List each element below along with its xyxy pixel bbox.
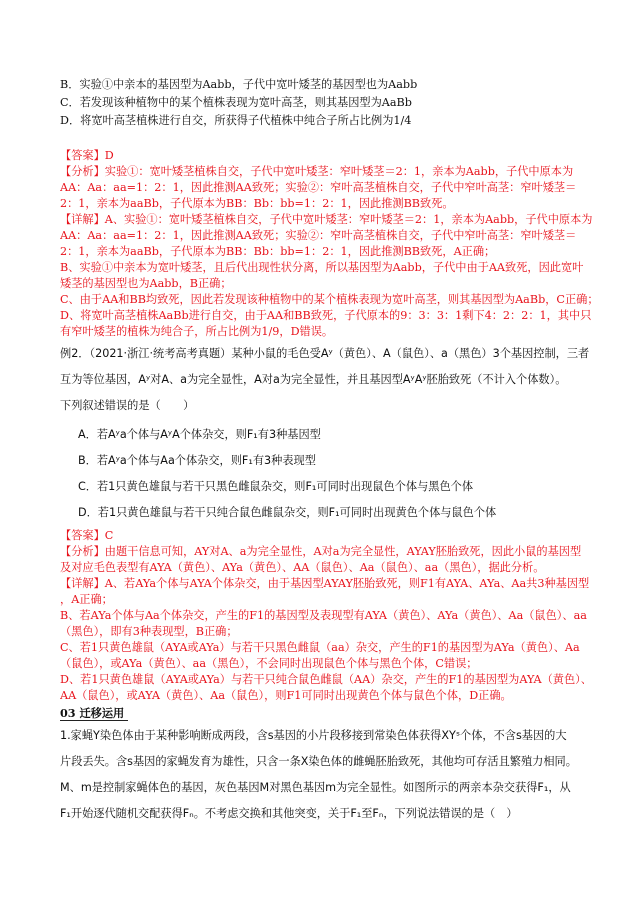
analysis-1-line-3: 2：1，亲本为aaBb，子代原本为BB：Bb：bb=1：2：1，因此推测BB致死。: [60, 197, 454, 210]
answer-2: 【答案】C: [60, 529, 114, 542]
detail-1-line-1: 【详解】A、实验①：宽叶矮茎植株自交，子代中宽叶矮茎：窄叶矮茎＝2：1，亲本为Aabb，子代中原本为: [60, 213, 593, 226]
analysis-1-line-1: 【分析】实验①：宽叶矮茎植株自交，子代中宽叶矮茎：窄叶矮茎＝2：1，亲本为Aabb，子代中原本为: [60, 165, 574, 178]
detail-2-line-7: D、若1只黄色雄鼠（AYA或AYa）与若干只纯合鼠色雌鼠（AA）杂交，产生的F1的基因型为AYA（黄色）、: [60, 673, 592, 686]
detail-1-line-7: D、将宽叶高茎植株AaBb进行自交，由于AA和BB致死，子代原本的9：3：3：1剩下4：2：2：1，其中只: [60, 309, 592, 322]
detail-1-line-8: 有窄叶矮茎的植株为纯合子，所占比例为1/9，D错误。: [60, 325, 334, 338]
example-2-option-d: D．若1只黄色雄鼠与若干只纯合鼠色雌鼠杂交，则F₁可同时出现黄色个体与鼠色个体: [78, 506, 497, 519]
detail-2-line-3: B、若AYa个体与Aa个体杂交，产生的F1的基因型及表现型有AYA（黄色）、AYa（黄色）、Aa（鼠色）、aa: [60, 609, 587, 622]
detail-2-line-5: C、若1只黄色雄鼠（AYA或AYa）与若干只黑色雌鼠（aa）杂交，产生的F1的基因型为AYa（黄色）、Aa: [60, 641, 580, 654]
section-heading: 03 迁移运用: [60, 706, 128, 721]
analysis-2-line-2: 及对应毛色表型有AYA（黄色）、AYa（黄色）、AA（鼠色）、Aa（鼠色）、aa（黑色），据此分析。: [60, 561, 545, 574]
option-d-prev: D．将宽叶高茎植株进行自交，所获得子代植株中纯合子所占比例为1/4: [60, 114, 412, 127]
example-2-line-3: 下列叙述错误的是（ ）: [60, 399, 195, 412]
analysis-1-line-2: AA：Aa：aa=1：2：1，因此推测AA致死；实验②：窄叶高茎植株自交，子代中窄叶高茎：窄叶矮茎＝: [60, 181, 577, 194]
detail-1-line-3: 2：1，亲本为aaBb，子代原本为BB：Bb：bb=1：2：1，因此推测BB致死，A正确；: [60, 245, 496, 258]
option-c-prev: C．若发现该种植物中的某个植株表现为宽叶高茎，则其基因型为AaBb: [60, 96, 412, 109]
analysis-2-line-1: 【分析】由题干信息可知，AY对A、a为完全显性，A对a为完全显性，AYAY胚胎致死，因此小鼠的基因型: [60, 545, 582, 558]
question-1-line-1: 1.家蝇Y染色体由于某种影响断成两段，含s基因的小片段移接到常染色体获得XYˢ个体，不含s基因的大: [60, 729, 567, 742]
detail-2-line-2: ，A正确；: [60, 593, 113, 606]
detail-2-line-4: （黑色），即有3种表现型，B正确；: [60, 625, 238, 638]
example-2-line-2: 互为等位基因，Aʸ对A、a为完全显性，A对a为完全显性，并且基因型AʸAʸ胚胎致死（不计入个体数）。: [60, 373, 567, 386]
detail-2-line-6: （鼠色），或AYa（黄色）、aa（黑色），不会同时出现鼠色个体与黑色个体，C错误；: [60, 657, 478, 670]
question-1-line-4: F₁开始逐代随机交配获得Fₙ。不考虑交换和其他突变，关于F₁至Fₙ，下列说法错误的是（ ）: [60, 807, 518, 820]
detail-2-line-8: AA（鼠色），或AYA（黄色）、Aa（鼠色），则F1可同时出现黄色个体与鼠色个体，D正确。: [60, 689, 512, 702]
question-1-line-3: M、m是控制家蝇体色的基因，灰色基因M对黑色基因m为完全显性。如图所示的两亲本杂交获得F₁，从: [60, 781, 571, 794]
example-2-option-a: A．若Aʸa个体与AʸA个体杂交，则F₁有3种基因型: [78, 428, 321, 441]
detail-1-line-4: B、实验①中亲本为宽叶矮茎，且后代出现性状分离，所以基因型为Aabb，子代中由于AA致死，因此宽叶: [60, 261, 584, 274]
detail-1-line-6: C、由于AA和BB均致死，因此若发现该种植物中的某个植株表现为宽叶高茎，则其基因型为AaBb，C正确；: [60, 293, 599, 306]
option-b-prev: B．实验①中亲本的基因型为Aabb，子代中宽叶矮茎的基因型也为Aabb: [60, 78, 418, 91]
detail-1-line-2: AA：Aa：aa=1：2：1，因此推测AA致死；实验②：窄叶高茎植株自交，子代中窄叶高茎：窄叶矮茎＝: [60, 229, 577, 242]
question-1-line-2: 片段丢失。含s基因的家蝇发育为雄性，只含一条X染色体的雌蝇胚胎致死，其他均可存活且繁殖力相同。: [60, 755, 577, 768]
answer-1: 【答案】D: [60, 149, 114, 162]
detail-2-line-1: 【详解】A、若AYa个体与AYA个体杂交，由于基因型AYAY胚胎致死，则F1有AYA、AYa、Aa共3种基因型: [60, 577, 590, 590]
example-2-option-c: C．若1只黄色雄鼠与若干只黑色雌鼠杂交，则F₁可同时出现鼠色个体与黑色个体: [78, 480, 474, 493]
example-2-line-1: 例2．（2021·浙江·统考高考真题）某种小鼠的毛色受Aʸ（黄色）、A（鼠色）、a（黑色）3个基因控制，三者: [60, 347, 590, 360]
example-2-option-b: B．若Aʸa个体与Aa个体杂交，则F₁有3种表现型: [78, 454, 316, 467]
detail-1-line-5: 矮茎的基因型也为Aabb，B正确；: [60, 277, 232, 290]
